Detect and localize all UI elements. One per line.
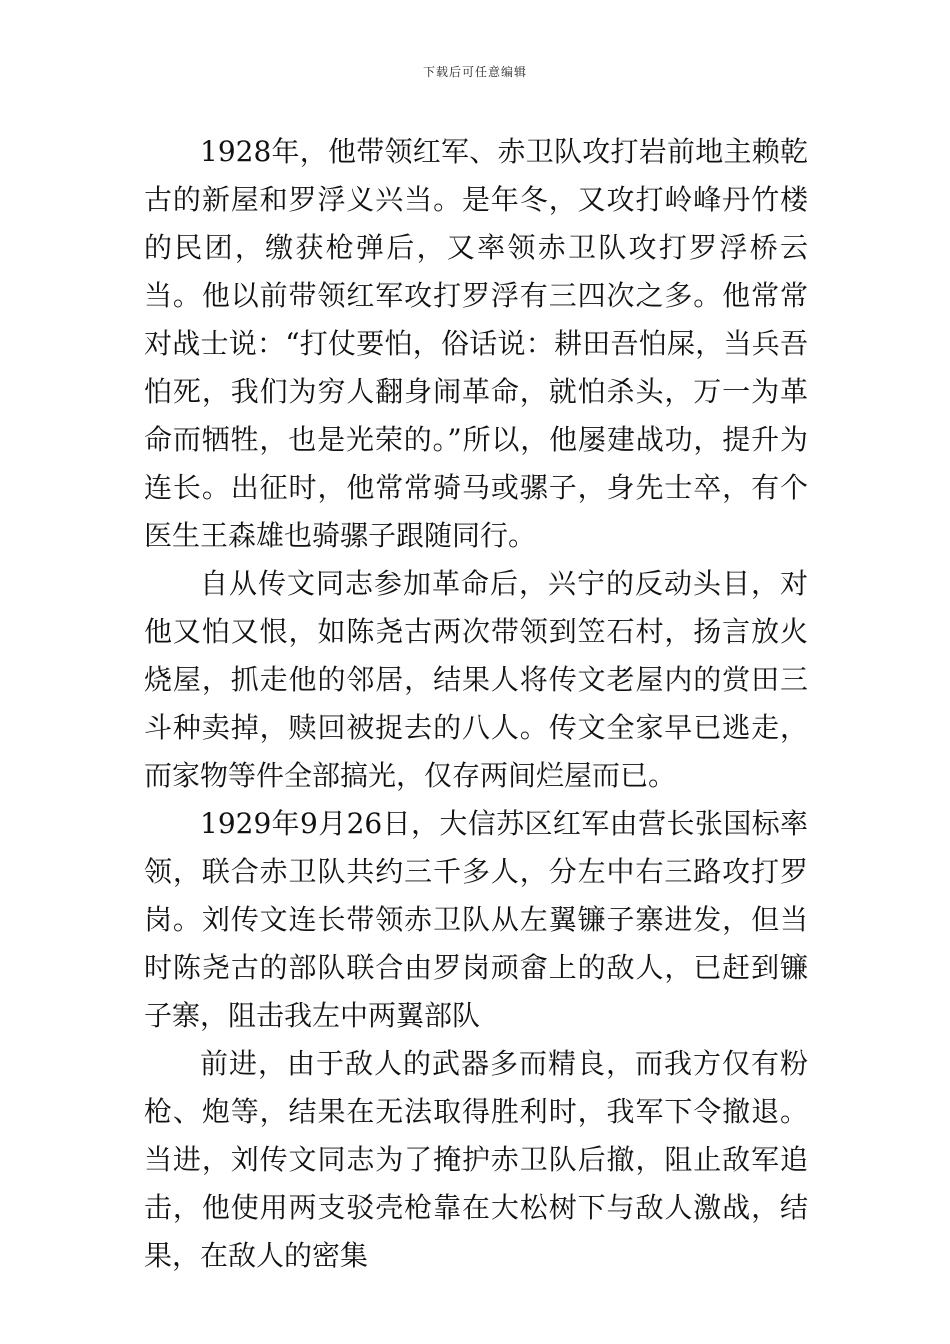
page-header: 下载后可任意编辑 (422, 65, 527, 79)
paragraph-3: 1929年9月26日，大信苏区红军由营长张国标率领，联合赤卫队共约三千多人，分左中右三路攻打罗岗。刘传文连长带领赤卫队从左翼镰子寨进发，但当时陈尧古的部队联合由罗岗顽畲上的敌人，已赶到镰子寨，阻击我左中两翼部队 (144, 807, 808, 1032)
paragraph-2: 自从传文同志参加革命后，兴宁的反动头目，对他又怕又恨，如陈尧古两次带领到笠石村，扬言放火烧屋，抓走他的邻居，结果人将传文老屋内的赏田三斗种卖掉，赎回被捉去的八人。传文全家早已逃走，而家物等件全部搞光，仅存两间烂屋而已。 (144, 567, 808, 792)
paragraph-4: 前进，由于敌人的武器多而精良，而我方仅有粉枪、炮等，结果在无法取得胜利时，我军下令撤退。当进，刘传文同志为了掩护赤卫队后撤，阻止敌军追击，他使用两支驳壳枪靠在大松树下与敌人激战，结果，在敌人的密集 (144, 1047, 808, 1272)
paragraph-1: 1928年，他带领红军、赤卫队攻打岩前地主赖乾古的新屋和罗浮义兴当。是年冬，又攻打岭峰丹竹楼的民团，缴获枪弹后，又率领赤卫队攻打罗浮桥云当。他以前带领红军攻打罗浮有三四次之多。他常常对战士说：“打仗要怕，俗话说：耕田吾怕屎，当兵吾怕死，我们为穷人翻身闹革命，就怕杀头，万一为革命而牺牲，也是光荣的。”所以，他屡建战功，提升为连长。出征时，他常常骑马或骡子，身先士卒，有个医生王森雄也骑骡子跟随同行。 (144, 135, 808, 552)
document-body (144, 128, 808, 1280)
